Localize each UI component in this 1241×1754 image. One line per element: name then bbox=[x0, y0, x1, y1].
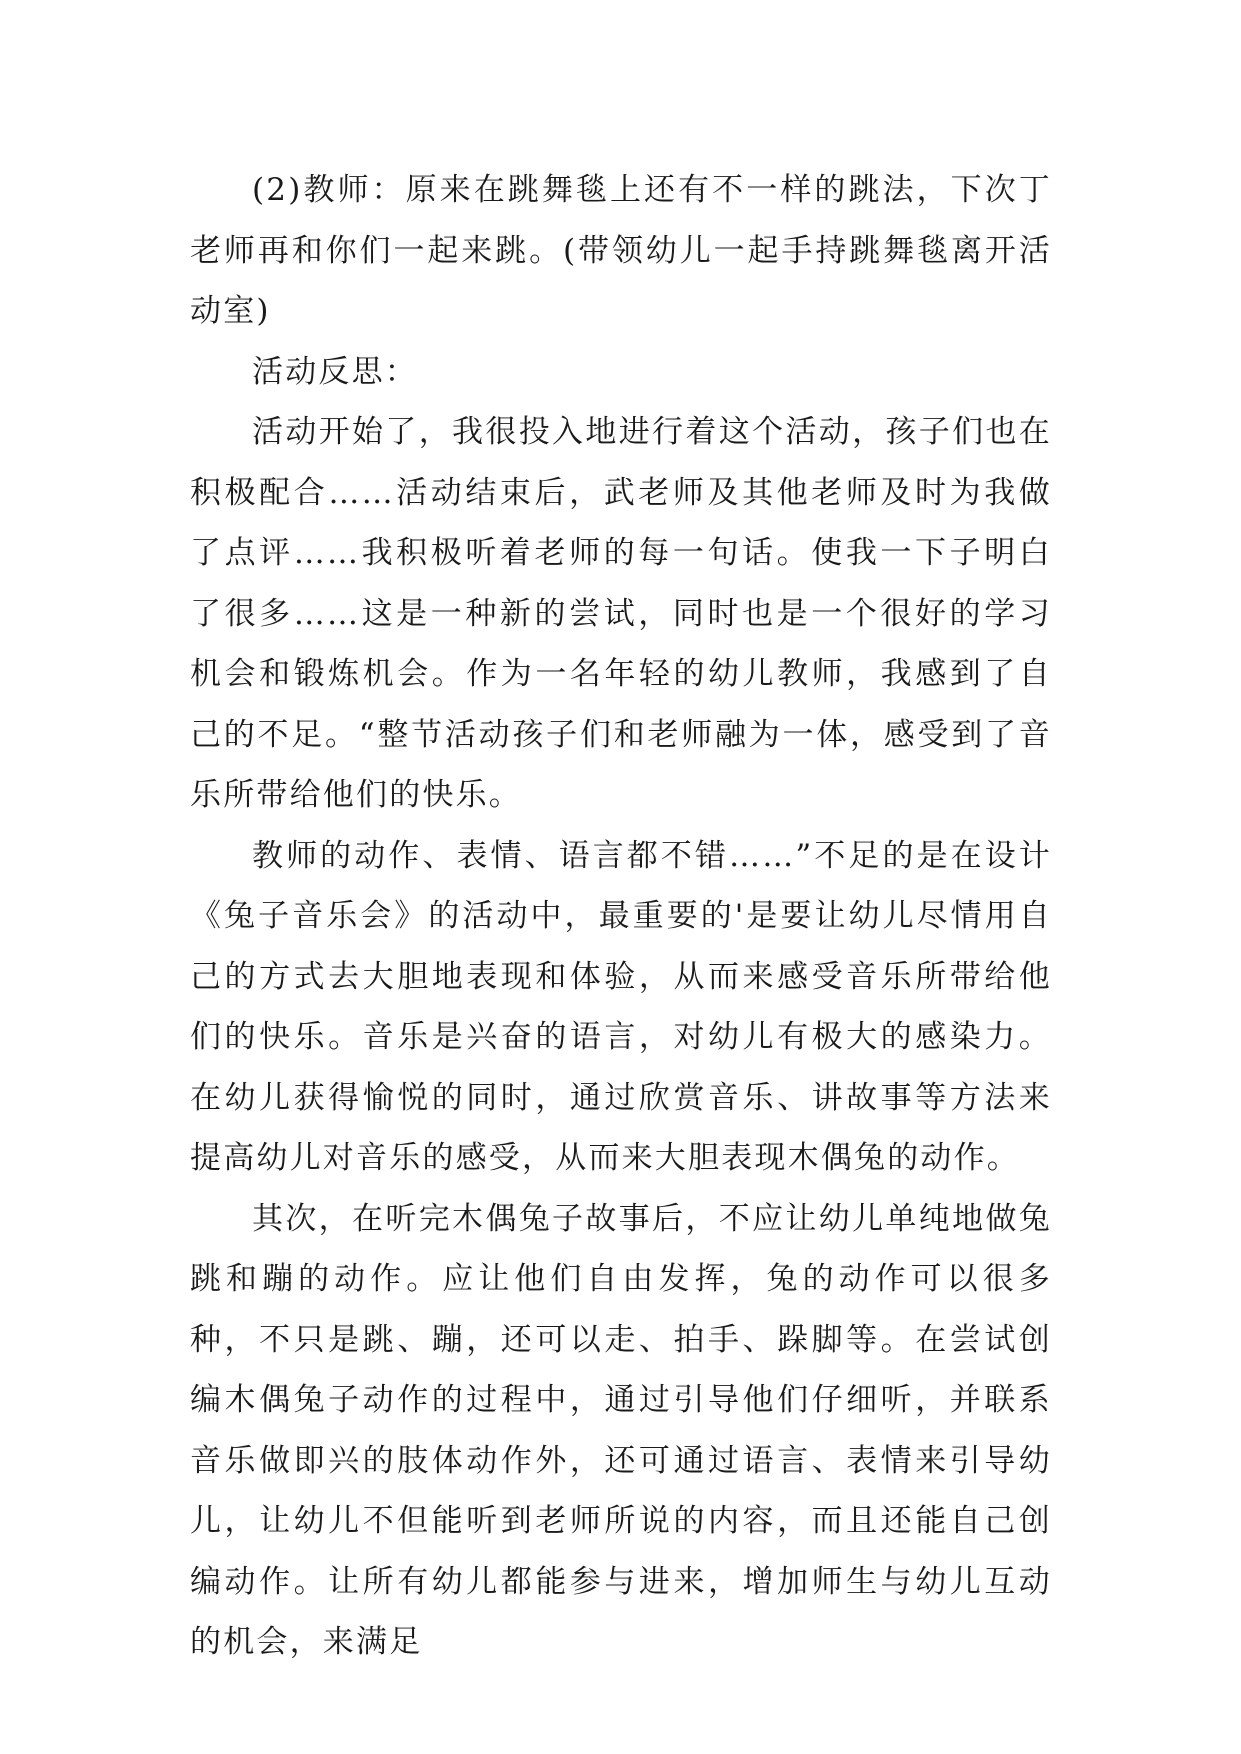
paragraph-reflection-start: 活动开始了，我很投入地进行着这个活动，孩子们也在积极配合……活动结束后，武老师及其他老师及时为我做了点评……我积极听着老师的每一句话。使我一下子明白了很多……这是一种新的尝试，同时也是一个很好的学习机会和锻炼机会。作为一名年轻的幼儿教师，我感到了自己的不足。“整节活动孩子们和老师融为一体，感受到了音乐所带给他们的快乐。 bbox=[190, 414, 1052, 813]
heading-activity-reflection: 活动反思： bbox=[252, 353, 418, 390]
paragraph-reflection-next: 其次，在听完木偶兔子故事后，不应让幼儿单纯地做兔跳和蹦的动作。应让他们自由发挥，兔的动作可以很多种，不只是跳、蹦，还可以走、拍手、跺脚等。在尝试创编木偶兔子动作的过程中，通过引导他们仔细听，并联系音乐做即兴的肢体动作外，还可通过语言、表情来引导幼儿，让幼儿不但能听到老师所说的内容，而且还能自己创编动作。让所有幼儿都能参与进来，增加师生与幼儿互动的机会，来满足 bbox=[190, 1200, 1052, 1660]
paragraph-reflection-shortcomings: 教师的动作、表情、语言都不错……”不足的是在设计《兔子音乐会》的活动中，最重要的'是要让幼儿尽情用自己的方式去大胆地表现和体验，从而来感受音乐所带给他们的快乐。音乐是兴奋的语言，对幼儿有极大的感染力。在幼儿获得愉悦的同时，通过欣赏音乐、讲故事等方法来提高幼儿对音乐的感受，从而来大胆表现木偶兔的动作。 bbox=[190, 837, 1052, 1176]
document-body bbox=[190, 160, 1052, 1673]
paragraph-teacher-closing: (2)教师：原来在跳舞毯上还有不一样的跳法，下次丁老师再和你们一起来跳。(带领幼儿一起手持跳舞毯离开活动室) bbox=[190, 172, 1052, 329]
